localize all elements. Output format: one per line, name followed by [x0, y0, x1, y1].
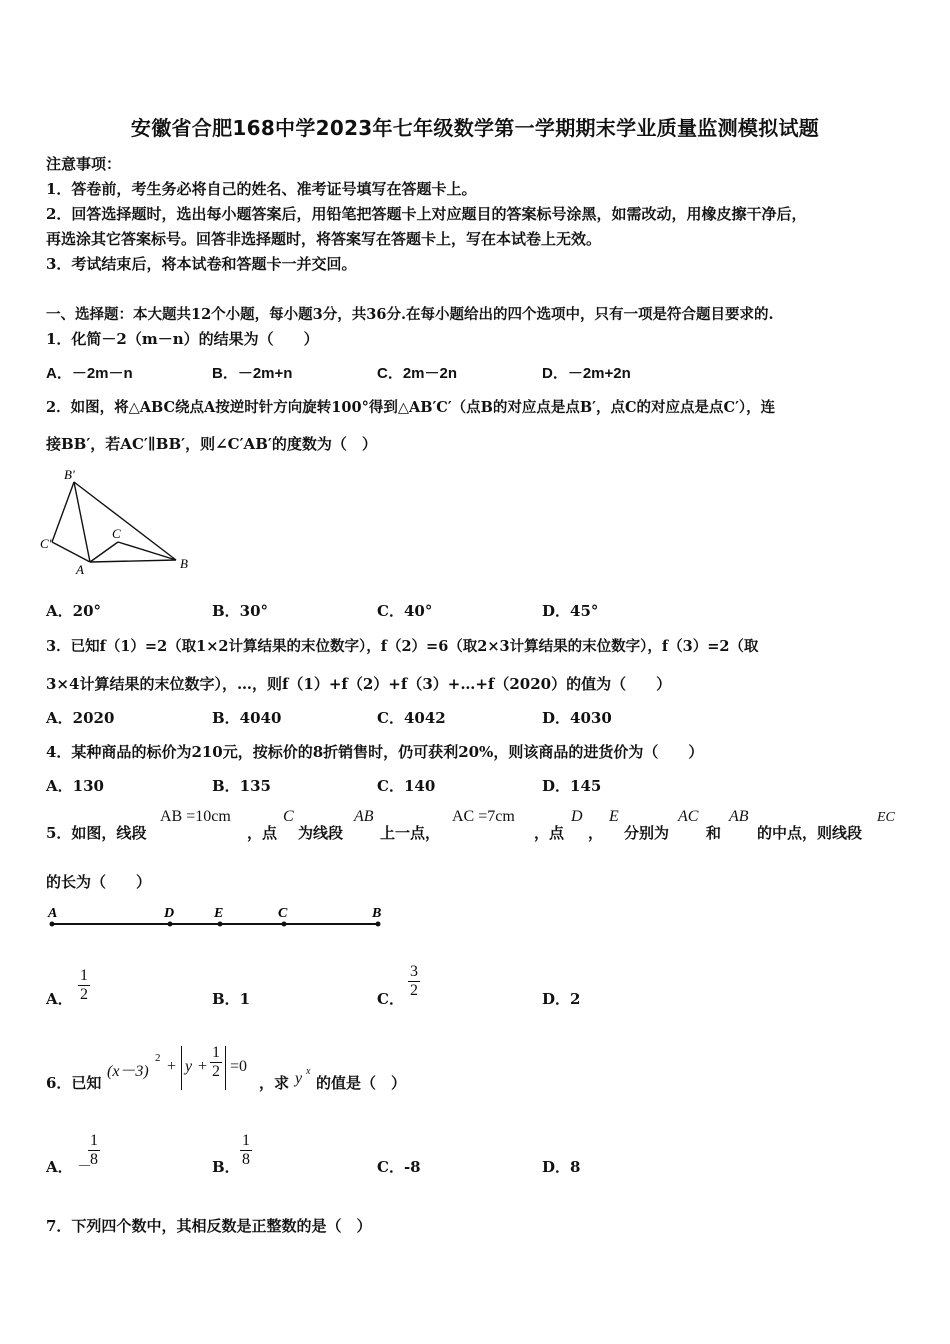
- q6-option-a-denominator: 8: [90, 1151, 98, 1168]
- q5-option-a-numerator: 1: [80, 967, 88, 984]
- q5-math-ac-length: AC =7cm: [452, 808, 515, 825]
- q6-text-suffix: 的值是（ ）: [316, 1074, 407, 1092]
- label-a: A: [76, 562, 84, 577]
- segment-a-c: [90, 542, 118, 562]
- q5-option-d: D．2: [542, 990, 581, 1008]
- point-d: [168, 922, 173, 927]
- q4-option-c: C．140: [377, 777, 436, 795]
- label-c: C: [278, 906, 288, 921]
- q2-triangle-figure: [40, 462, 210, 582]
- q6-fraction-numerator: 1: [212, 1044, 220, 1061]
- q5-option-a-denominator: 2: [80, 986, 88, 1003]
- notice-item-2-cont: 再选涂其它答案标号。回答非选择题时，将答案写在答题卡上，写在本试卷上无效。: [46, 230, 602, 248]
- q6-math-y: y: [185, 1058, 193, 1075]
- q2-option-c: C．40°: [377, 602, 433, 620]
- q6-option-b-denominator: 8: [242, 1151, 250, 1168]
- q6-math-equals-zero: =0: [230, 1058, 248, 1075]
- q2-line-2: 接BB′，若AC′∥BB′，则∠C′AB′的度数为（ ）: [46, 435, 377, 453]
- q5-text-prefix: 5．如图，线段: [46, 824, 147, 842]
- q6-option-d: D．8: [542, 1158, 581, 1176]
- q5-option-a-label: A．: [46, 990, 73, 1008]
- q5-text-point-c: ，点: [247, 824, 278, 842]
- q4-option-b: B．135: [212, 777, 271, 795]
- q3-line-1: 3．已知f（1）=2（取1×2计算结果的末位数字），f（2）=6（取2×3计算结果的末位数字），f（3）=2（取: [46, 638, 759, 655]
- notice-item-3: 3．考试结束后，将本试卷和答题卡一并交回。: [46, 255, 357, 273]
- q6-abs-right-bar: [225, 1046, 226, 1090]
- q2-option-b: B．30°: [212, 602, 269, 620]
- q5-text-on-segment: 为线段: [298, 824, 344, 842]
- q5-option-c-denominator: 2: [410, 982, 418, 999]
- q4-stem: 4．某种商品的标价为210元，按标价的8折销售时，仍可获利20%，则该商品的进货价为（ ）: [46, 743, 704, 761]
- q5-text-comma: ，: [588, 824, 604, 842]
- q3-line-2: 3×4计算结果的末位数字），…，则f（1）+f（2）+f（3）+…+f（2020）的值为（ ）: [46, 675, 672, 693]
- label-a: A: [48, 906, 58, 921]
- q5-text-a-point: 上一点，: [380, 824, 441, 842]
- q6-math-square-base: (x－3): [107, 1063, 149, 1080]
- q6-text-prefix: 6．已知: [46, 1074, 102, 1092]
- q1-option-b: B．－2m+n: [212, 365, 293, 382]
- notice-heading: 注意事项：: [46, 155, 122, 173]
- q3-option-a: A．2020: [46, 709, 115, 727]
- q1-option-c: C．2m－2n: [377, 365, 458, 382]
- point-a: [50, 922, 55, 927]
- page-title: 安徽省合肥168中学2023年七年级数学第一学期期末学业质量监测模拟试题: [130, 116, 820, 140]
- q6-math-plus-2: +: [198, 1058, 208, 1075]
- label-c-prime: C′: [40, 536, 52, 551]
- q6-option-a-fraction: [88, 1132, 100, 1169]
- q5-segment-figure: [44, 900, 394, 934]
- q7-stem: 7．下列四个数中，其相反数是正整数的是（ ）: [46, 1217, 372, 1235]
- q3-option-d: D．4030: [542, 709, 612, 727]
- q4-option-a: A．130: [46, 777, 104, 795]
- q5-option-b: B．1: [212, 990, 251, 1008]
- q4-option-d: D．145: [542, 777, 602, 795]
- q5-option-c-numerator: 3: [410, 963, 418, 980]
- q6-abs-left-bar: [181, 1046, 182, 1090]
- section-heading: 一、选择题：本大题共12个小题，每小题3分，共36分.在每小题给出的四个选项中，只有一项是符合题目要求的.: [46, 306, 774, 323]
- q5-math-ab: AB: [354, 808, 374, 825]
- label-b: B: [180, 556, 188, 571]
- q5-text-and: 和: [706, 824, 722, 842]
- q1-option-a: A．－2m－n: [46, 365, 133, 382]
- label-c: C: [112, 526, 121, 541]
- q5-math-e: E: [609, 808, 619, 825]
- q6-fraction-denominator: 2: [212, 1063, 220, 1080]
- point-b: [376, 922, 381, 927]
- q6-option-c: C．-8: [377, 1158, 421, 1176]
- q5-option-c-fraction: [408, 963, 420, 1000]
- q6-math-y-power-exp: x: [306, 1066, 311, 1077]
- q2-option-d: D．45°: [542, 602, 599, 620]
- q6-text-find: ，求: [259, 1074, 290, 1092]
- q5-text-respectively: 分别为: [624, 824, 670, 842]
- segment-a-b: [90, 560, 176, 562]
- label-b: B: [372, 906, 382, 921]
- q2-line-1: 2．如图，将△ABC绕点A按逆时针方向旋转100°得到△AB′C′（点B的对应点是点B′，点C的对应点是点C′），连: [46, 399, 776, 416]
- q6-option-b-numerator: 1: [242, 1132, 250, 1149]
- q6-math-plus: +: [167, 1058, 177, 1075]
- q6-option-a-sign: －: [77, 1159, 93, 1175]
- q3-option-c: C．4042: [377, 709, 446, 727]
- q5-option-a-fraction: [78, 967, 90, 1004]
- label-d: D: [164, 906, 175, 921]
- point-c: [282, 922, 287, 927]
- q5-math-c: C: [283, 808, 294, 825]
- segment-c-b: [118, 542, 176, 560]
- q5-text-midpoints: 的中点，则线段: [757, 824, 863, 842]
- q5-line-2: 的长为（ ）: [46, 873, 152, 891]
- q6-math-exponent-2: 2: [155, 1052, 161, 1064]
- segment-bprime-a: [74, 482, 90, 562]
- q6-math-y-power-base: y: [295, 1070, 303, 1087]
- q1-option-d: D．－2m+2n: [542, 365, 631, 382]
- q6-option-a-label: A．: [46, 1158, 73, 1176]
- point-e: [218, 922, 223, 927]
- notice-item-2: 2．回答选择题时，选出每小题答案后，用铅笔把答题卡上对应题目的答案标号涂黑，如需改动，用橡皮擦干净后，: [46, 205, 807, 223]
- q1-stem: 1．化简－2（m－n）的结果为（ ）: [46, 330, 319, 348]
- notice-item-1: 1．答卷前，考生务必将自己的姓名、准考证号填写在答题卡上。: [46, 180, 477, 198]
- q5-math-ab-length: AB =10cm: [160, 808, 231, 825]
- segment-bprime-cprime: [52, 482, 74, 542]
- q5-math-ab-2: AB: [729, 808, 749, 825]
- q6-option-a-numerator: 1: [90, 1132, 98, 1149]
- q5-math-d: D: [571, 808, 583, 825]
- q3-option-b: B．4040: [212, 709, 282, 727]
- label-b-prime: B′: [64, 467, 75, 482]
- label-e: E: [214, 906, 224, 921]
- q5-math-ec: EC: [877, 810, 895, 825]
- segment-bprime-b: [74, 482, 176, 560]
- segment-cprime-a: [52, 542, 90, 562]
- q2-option-a: A．20°: [46, 602, 102, 620]
- q5-text-point-d: ，点: [534, 824, 565, 842]
- q6-option-b-label: B．: [212, 1158, 240, 1176]
- q5-option-c-label: C．: [377, 990, 404, 1008]
- q5-math-ac: AC: [678, 808, 699, 825]
- q6-option-b-fraction: [240, 1132, 252, 1169]
- q6-math-fraction: [210, 1044, 222, 1081]
